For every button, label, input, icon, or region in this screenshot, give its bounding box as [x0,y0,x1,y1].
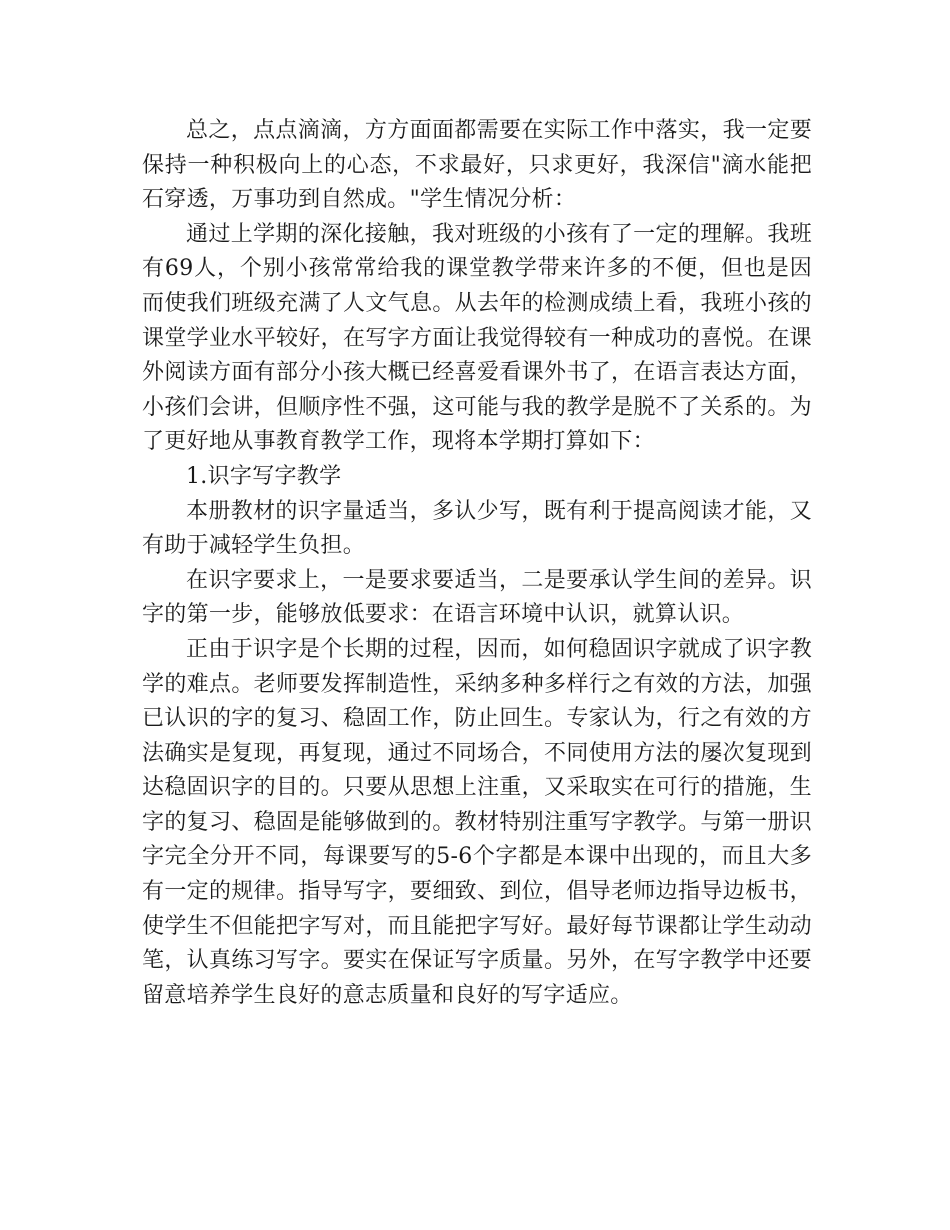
paragraph-summary: 总之，点点滴滴，方方面面都需要在实际工作中落实，我一定要保持一种积极向上的心态，不求最好，只求更好，我深信"滴水能把石穿透，万事功到自然成。"学生情况分析： [142,118,812,213]
paragraph-student-analysis: 通过上学期的深化接触，我对班级的小孩有了一定的理解。我班有69人，个别小孩常常给我的课堂教学带来许多的不便，但也是因而使我们班级充满了人文气息。从去年的检测成绩上看，我班小孩的课堂学业水平较好，在写字方面让我觉得较有一种成功的喜悦。在课外阅读方面有部分小孩大概已经喜爱看课外书了，在语言表达方面，小孩们会讲，但顺序性不强，这可能与我的教学是脱不了关系的。为了更好地从事教育教学工作，现将本学期打算如下： [142,221,812,455]
paragraph-requirements: 在识字要求上，一是要求要适当，二是要承认学生间的差异。识字的第一步，能够放低要求：在语言环境中认识，就算认识。 [142,567,812,628]
paragraph-consolidation: 正由于识字是个长期的过程，因而，如何稳固识字就成了识字教学的难点。老师要发挥制造性，采纳多种多样行之有效的方法，加强已认识的字的复习、稳固工作，防止回生。专家认为，行之有效的方法确实是复现，再复现，通过不同场合，不同使用方法的屡次复现到达稳固识字的目的。只要从思想上注重，又采取实在可行的措施，生字的复习、稳固是能够做到的。教材特别注重写字教学。与第一册识字完全分开不同，每课要写的5-6个字都是本课中出现的，而且大多有一定的规律。指导写字，要细致、到位，倡导老师边指导边板书，使学生不但能把字写对，而且能把字写好。最好每节课都让学生动动笔，认真练习写字。要实在保证写字质量。另外，在写字教学中还要留意培养学生良好的意志质量和良好的写字适应。 [142,636,812,1008]
paragraph-textbook: 本册教材的识字量适当，多认少写，既有利于提高阅读才能，又有助于减轻学生负担。 [142,498,812,559]
section-heading-literacy: 1.识字写字教学 [186,463,342,489]
document-body [142,114,812,1013]
